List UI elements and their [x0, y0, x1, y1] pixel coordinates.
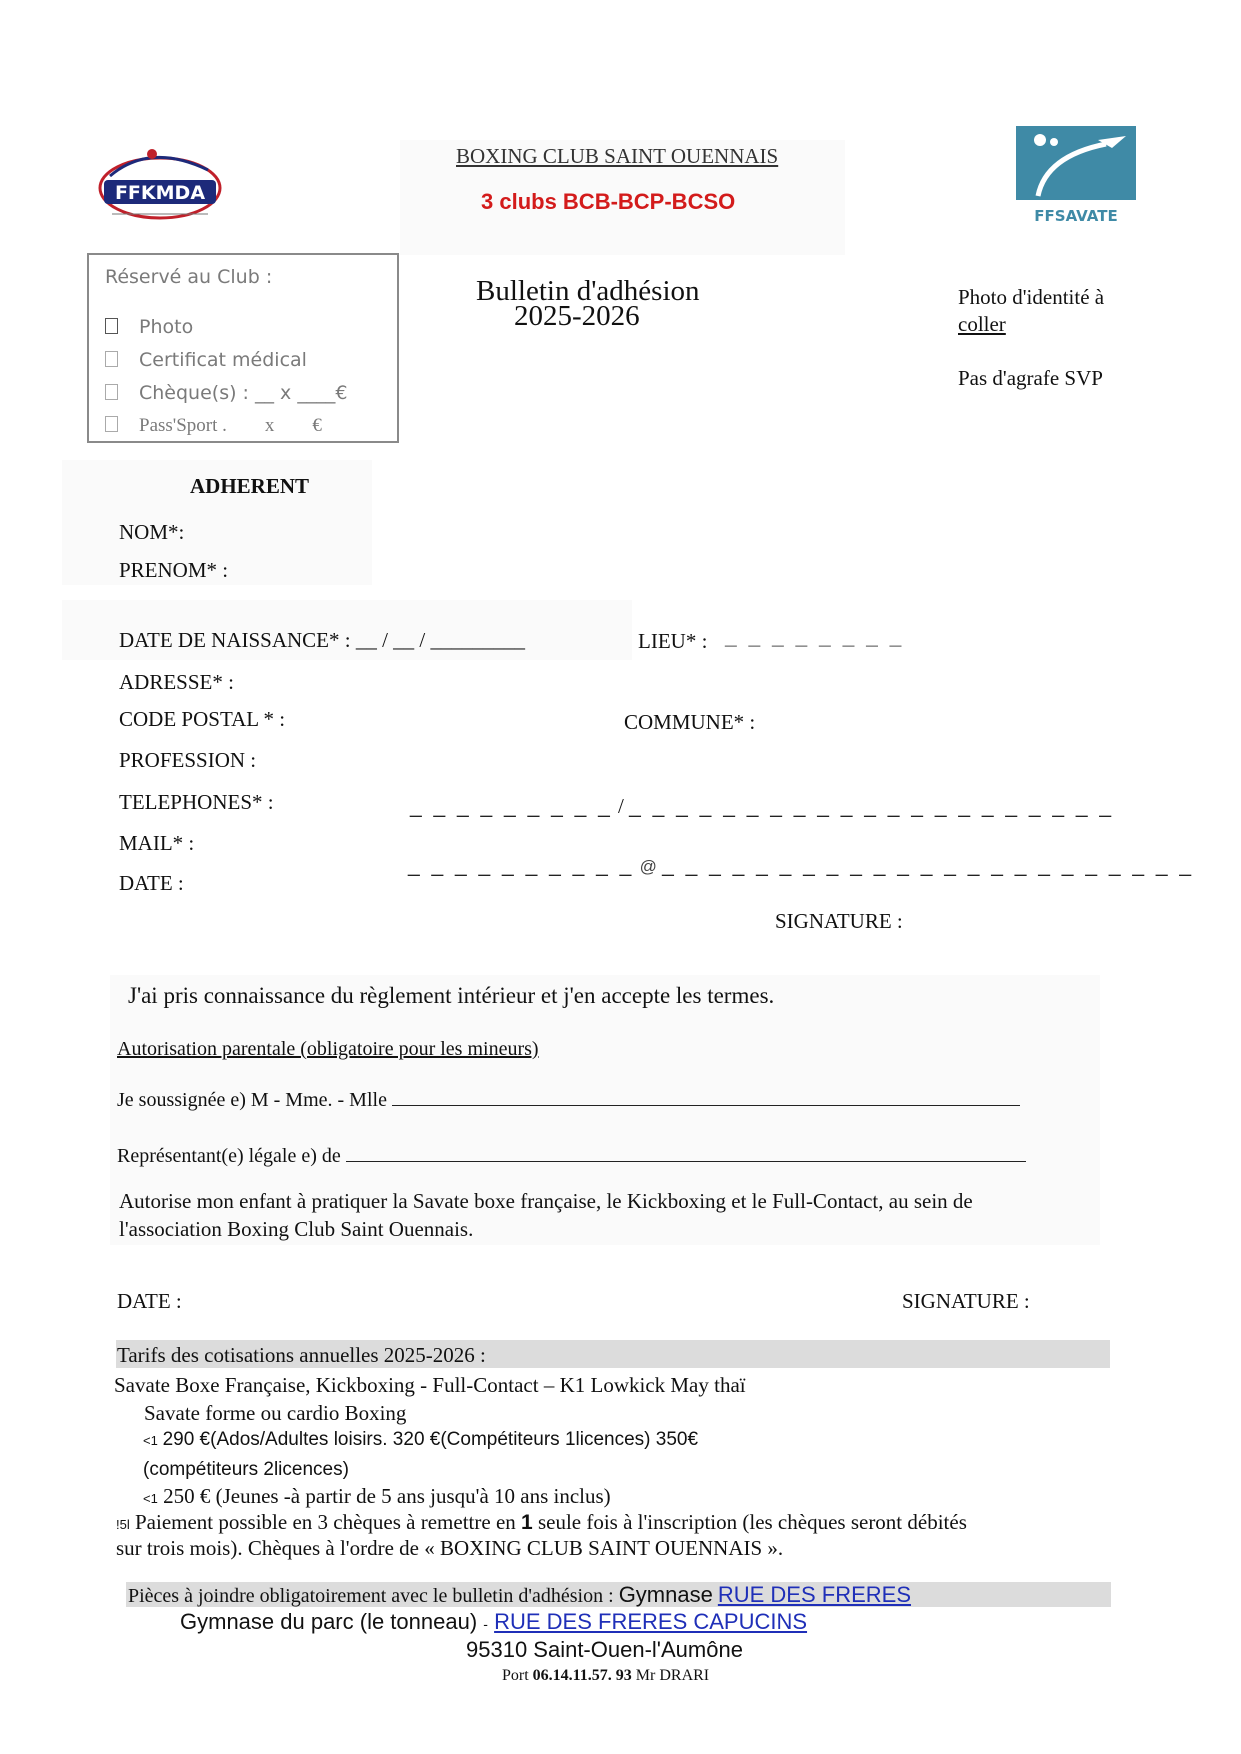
bulletin-title: Bulletin d'adhésion [476, 275, 700, 307]
tarif-jeunes-text: 250 € (Jeunes -à partir de 5 ans jusqu'à 10 ans inclus) [163, 1484, 611, 1508]
paiement-text-b: seule fois à l'inscription (les chèques seront débités [537, 1510, 967, 1534]
gymnase-link-2[interactable]: RUE DES FRERES CAPUCINS [494, 1609, 808, 1634]
gymnase-line-2 [180, 1609, 807, 1635]
gymnase-label: Gymnase [618, 1582, 713, 1607]
reserved-item-label: Certificat médical [139, 349, 307, 371]
reglement-text: J'ai pris connaissance du règlement intérieur et j'en accepte les termes. [128, 983, 775, 1008]
club-name: BOXING CLUB SAINT OUENNAIS [456, 144, 779, 168]
gymnase-link-1[interactable]: RUE DES FRERES [717, 1582, 911, 1607]
mail-dashes-2: _ _ _ _ _ _ _ _ _ _ _ _ _ _ _ _ _ _ _ _ _ _ _ [662, 854, 1195, 877]
photo-note-agrafe: Pas d'agrafe SVP [958, 366, 1103, 390]
telephones-label: TELEPHONES* : [119, 790, 274, 814]
checkbox-icon[interactable] [105, 318, 118, 334]
reserved-item-label: Photo [139, 316, 194, 338]
parental-heading: Autorisation parentale (obligatoire pour les mineurs) [117, 1038, 539, 1060]
photo-note-2: coller [958, 312, 1006, 336]
tarif-adultes-2: (compétiteurs 2licences) [143, 1459, 349, 1480]
contact-name: Mr DRARI [635, 1667, 710, 1684]
phone-dashes-1: _ _ _ _ _ _ _ _ _ [410, 795, 613, 818]
photo-note-1: Photo d'identité à [958, 285, 1105, 309]
reserved-item-label: Pass'Sport . x € [139, 415, 322, 436]
phone-field[interactable] [410, 794, 1114, 819]
paiement-number: 1 [521, 1511, 533, 1534]
parental-signature-label: SIGNATURE : [902, 1289, 1030, 1313]
lieu-field[interactable]: _ _ _ _ _ _ _ _ [725, 626, 905, 649]
pieces-line [128, 1582, 911, 1608]
checkbox-icon[interactable] [105, 416, 118, 432]
mail-at-sign: @ [639, 857, 657, 876]
reserved-box [87, 253, 399, 443]
phone-dashes-2: _ _ _ _ _ _ _ _ _ _ _ _ _ _ _ _ _ _ _ _ _ [629, 795, 1115, 818]
gymnase-2-name: Gymnase du parc (le tonneau) [180, 1609, 478, 1634]
reserved-item-certificat [105, 349, 307, 371]
bullet-icon: <1 [143, 1491, 158, 1506]
soussigne-line[interactable] [117, 1089, 1062, 1112]
reserved-item-passsport [105, 415, 322, 437]
nom-label: NOM*: [119, 520, 185, 544]
date-label: DATE : [119, 871, 184, 895]
port-label: Port [502, 1667, 529, 1684]
adherent-heading: ADHERENT [190, 474, 310, 498]
port-number: 06.14.11.57. 93 [532, 1667, 632, 1684]
contact-line [502, 1667, 709, 1685]
tarifs-disciplines: Savate Boxe Française, Kickboxing - Full-Contact – K1 Lowkick May thaï [114, 1373, 746, 1397]
paiement-text-a: Paiement possible en 3 chèques à remettre en [134, 1510, 516, 1534]
profession-label: PROFESSION : [119, 748, 257, 772]
autorise-line-1: Autorise mon enfant à pratiquer la Savate boxe française, le Kickboxing et le Full-Contact, au sein de [119, 1189, 973, 1213]
parental-date-label: DATE : [117, 1289, 182, 1313]
clubs-line: 3 clubs BCB-BCP-BCSO [481, 189, 736, 214]
tarif-adultes-text: 290 €(Ados/Adultes loisirs. 320 €(Compétiteurs 1licences) 350€ [162, 1429, 699, 1450]
bulletin-season: 2025-2026 [514, 300, 640, 332]
ffkmda-logo [90, 146, 228, 230]
reserved-item-cheques [105, 382, 347, 404]
representant-input-line[interactable] [346, 1161, 1026, 1162]
code-postal-label: CODE POSTAL * : [119, 707, 286, 731]
representant-label: Représentant(e) légale e) de [117, 1145, 341, 1167]
commune-label: COMMUNE* : [624, 710, 756, 734]
tarif-adultes [143, 1429, 698, 1451]
signature-label: SIGNATURE : [775, 909, 903, 933]
checkbox-icon[interactable] [105, 351, 118, 367]
lieu-label: LIEU* : [638, 629, 708, 653]
tarifs-heading: Tarifs des cotisations annuelles 2025-2026 : [117, 1343, 486, 1367]
paiement-prefix: !5l [116, 1517, 130, 1532]
tarif-jeunes [143, 1484, 611, 1509]
naissance-label: DATE DE NAISSANCE* : __ / __ / _________ [119, 628, 526, 652]
reserved-item-label: Chèque(s) : __ x ____€ [139, 382, 348, 404]
mail-label: MAIL* : [119, 831, 195, 855]
mail-dashes-1: _ _ _ _ _ _ _ _ _ _ [408, 854, 635, 877]
pieces-text: Pièces à joindre obligatoirement avec le bulletin d'adhésion : [128, 1585, 614, 1607]
ville: 95310 Saint-Ouen-l'Aumône [466, 1637, 743, 1662]
ffsavate-logo [1016, 126, 1136, 226]
representant-line[interactable] [117, 1145, 1062, 1168]
checkbox-icon[interactable] [105, 384, 118, 400]
ffkmda-logo-text: FFKMDA [114, 182, 206, 204]
phone-separator: / [618, 794, 624, 818]
gymnase-dash: - [483, 1616, 488, 1632]
autorise-line-2: l'association Boxing Club Saint Ouennais. [119, 1217, 474, 1241]
prenom-label: PRENOM* : [119, 558, 229, 582]
soussigne-input-line[interactable] [392, 1105, 1020, 1106]
tarifs-forme: Savate forme ou cardio Boxing [144, 1401, 407, 1425]
reserved-item-photo [105, 316, 193, 338]
reserved-title: Réservé au Club : [105, 266, 273, 288]
ffsavate-logo-text: FFSAVATE [1034, 207, 1118, 225]
paiement-line-1 [116, 1510, 967, 1535]
mail-field[interactable] [408, 853, 1194, 878]
adresse-label: ADRESSE* : [119, 670, 234, 694]
bullet-icon: <1 [143, 1433, 158, 1448]
paiement-line-2: sur trois mois). Chèques à l'ordre de « BOXING CLUB SAINT OUENNAIS ». [116, 1536, 784, 1560]
soussigne-label: Je soussignée e) M - Mme. - Mlle [117, 1089, 387, 1111]
